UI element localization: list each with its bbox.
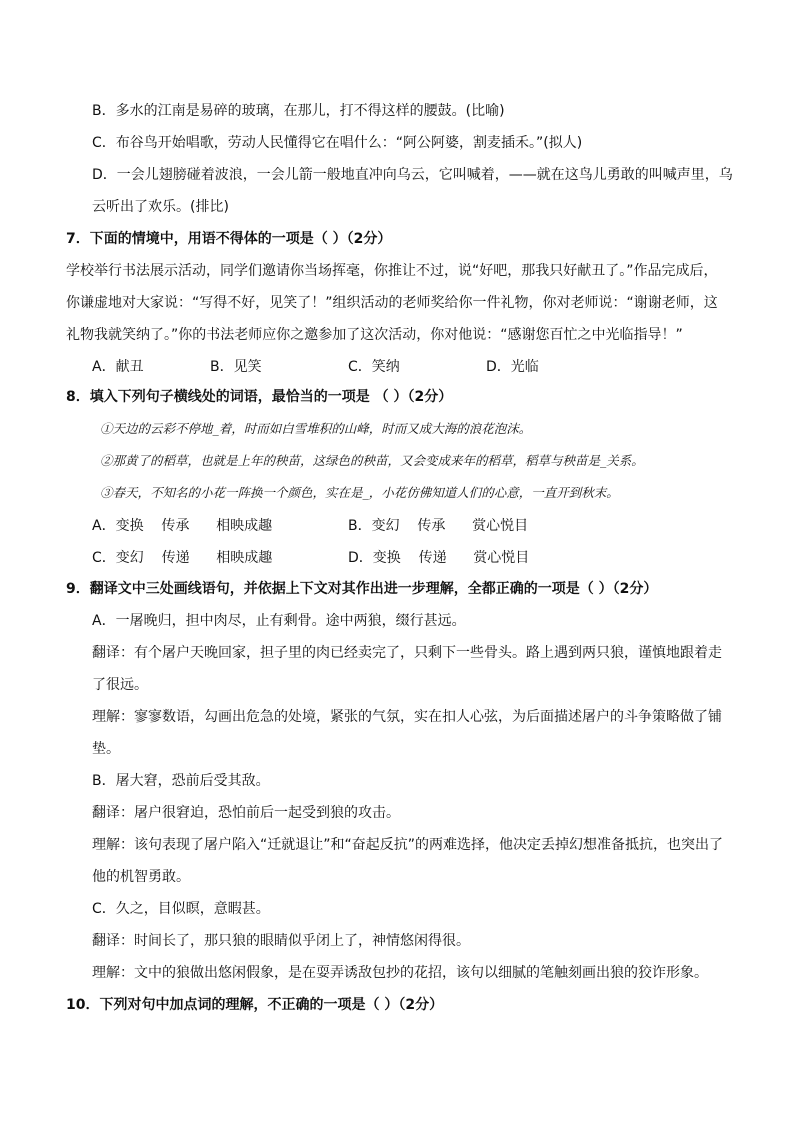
q8-sentence-1: ①天边的云彩不停地_着，时而如白雪堆积的山峰，时而又成大海的浪花泡沫。 xyxy=(100,421,532,436)
q9-title: 9．翻译文中三处画线语句，并依据上下文对其作出进一步理解，全都正确的一项是（ ）（2分） xyxy=(66,581,658,597)
q8-sentence-2: ②那黄了的稻草，也就是上年的秧苗，这绿色的秧苗，又会变成来年的稻草，稻草与秧苗是_关系。 xyxy=(100,453,644,468)
q7-title: 7．下面的情境中，用语不得体的一项是（ ）（2分） xyxy=(66,231,392,247)
q9-a-translation-line1: 翻译：有个屠户天晚回家，担子里的肉已经卖完了，只剩下一些骨头。路上遇到两只狼，谨慎地跟着走 xyxy=(92,645,722,661)
q9-a-understanding-line2: 垫。 xyxy=(92,741,120,757)
q9-option-b: B．屠大窘，恐前后受其敌。 xyxy=(92,773,270,789)
q9-c-understanding: 理解：文中的狼做出悠闲假象，是在耍弄诱敌包抄的花招，该句以细腻的笔触刻画出狼的狡诈形象。 xyxy=(92,965,708,981)
q8-option-c: C．变幻 传递 相映成趣 xyxy=(92,550,273,566)
q7-option-b: B．见笑 xyxy=(210,359,262,375)
q9-b-translation: 翻译：屠户很窘迫，恐怕前后一起受到狼的攻击。 xyxy=(92,805,400,821)
q9-option-c: C．久之，目似瞑，意暇甚。 xyxy=(92,901,270,917)
q9-b-understanding-line2: 他的机智勇敢。 xyxy=(92,869,190,885)
q6-option-d-line2: 云听出了欢乐。(排比) xyxy=(92,199,229,215)
q9-b-understanding-line1: 理解：该句表现了屠户陷入“迁就退让”和“奋起反抗”的两难选择，他决定丢掉幻想准备抵抗，也突出了 xyxy=(92,837,724,853)
q8-option-d: D．变换 传递 赏心悦目 xyxy=(348,550,530,566)
q7-passage-line1: 学校举行书法展示活动，同学们邀请你当场挥毫，你推让不过，说“好吧，那我只好献丑了。”作品完成后， xyxy=(66,263,718,279)
q8-sentence-3: ③春天，不知名的小花一阵换一个颜色，实在是_，小花仿佛知道人们的心意，一直开到秋末。 xyxy=(100,485,619,500)
q7-passage-line3: 礼物我就笑纳了。”你的书法老师应你之邀参加了这次活动，你对他说：“感谢您百忙之中光临指导！” xyxy=(66,327,683,343)
q6-option-d-line1: D．一会儿翅膀碰着波浪，一会儿箭一般地直冲向乌云，它叫喊着，——就在这鸟儿勇敢的叫喊声里，乌 xyxy=(92,167,733,183)
q7-option-a: A．献丑 xyxy=(92,359,144,375)
q6-option-b: B．多水的江南是易碎的玻璃，在那儿，打不得这样的腰鼓。(比喻) xyxy=(92,103,505,119)
q9-a-translation-line2: 了很远。 xyxy=(92,677,148,693)
q7-option-d: D．光临 xyxy=(486,359,539,375)
q8-option-a: A．变换 传承 相映成趣 xyxy=(92,518,273,534)
q8-option-b: B．变幻 传承 赏心悦目 xyxy=(348,518,529,534)
q9-c-translation: 翻译：时间长了，那只狼的眼睛似乎闭上了，神情悠闲得很。 xyxy=(92,933,470,949)
q9-a-understanding-line1: 理解：寥寥数语，勾画出危急的处境，紧张的气氛，实在扣人心弦，为后面描述屠户的斗争策略做了铺 xyxy=(92,709,722,725)
q7-passage-line2: 你谦虚地对大家说：“写得不好，见笑了！”组织活动的老师奖给你一件礼物，你对老师说：“谢谢老师，这 xyxy=(66,295,718,311)
q9-option-a: A．一屠晚归，担中肉尽，止有剩骨。途中两狼，缀行甚远。 xyxy=(92,613,466,629)
q7-option-c: C．笑纳 xyxy=(348,359,400,375)
q8-title: 8．填入下列句子横线处的词语，最恰当的一项是 （ ）（2分） xyxy=(66,389,453,405)
q6-option-c: C．布谷鸟开始唱歌，劳动人民懂得它在唱什么：“阿公阿婆，割麦插禾。”(拟人) xyxy=(92,135,583,151)
q10-title: 10．下列对句中加点词的理解，不正确的一项是（ ）（2分） xyxy=(66,997,444,1013)
